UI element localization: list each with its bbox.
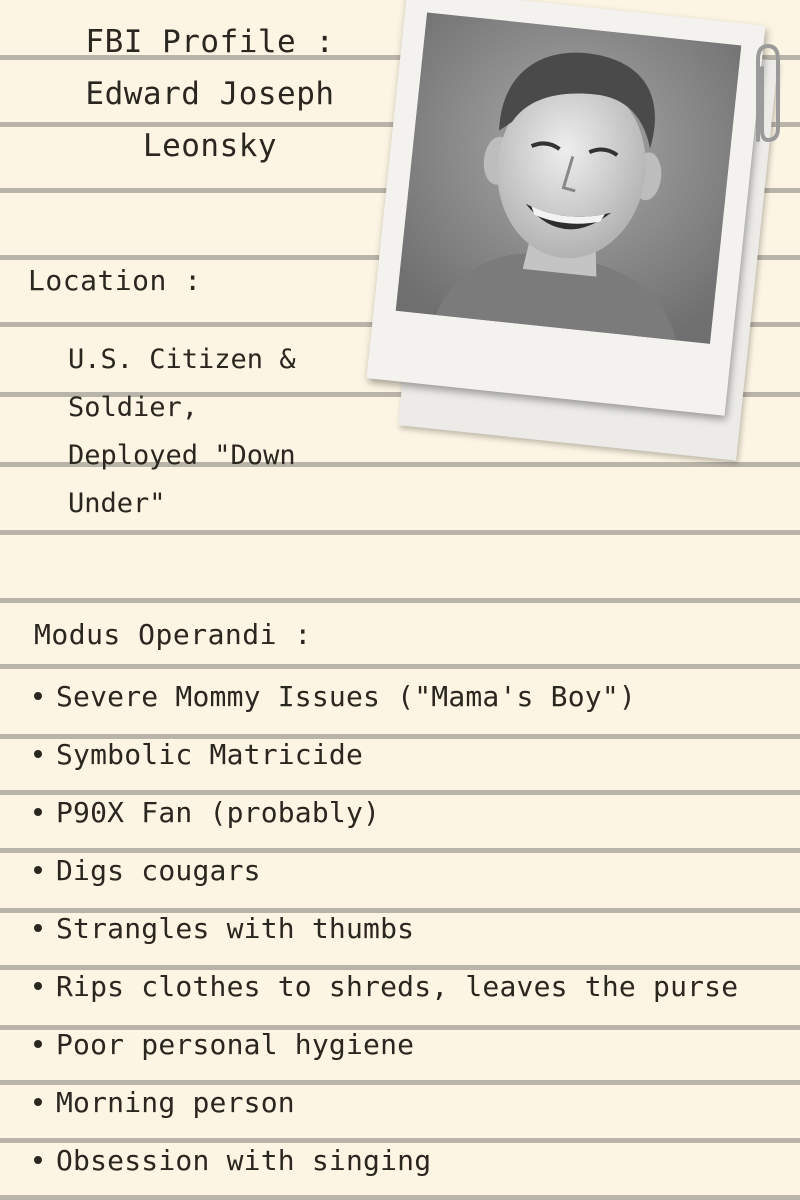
location-label: Location :: [28, 264, 202, 297]
list-item: [30, 1074, 738, 1132]
location-value-line: Under": [68, 488, 166, 519]
polaroid-photo: [360, 0, 800, 490]
list-item: [30, 668, 738, 726]
list-item: [30, 1132, 738, 1190]
list-item: [30, 726, 738, 784]
list-item-text: Morning person: [56, 1086, 295, 1119]
bullet-icon: [34, 1098, 42, 1106]
profile-title-line: FBI Profile :: [85, 24, 335, 60]
location-value-line: U.S. Citizen &: [68, 344, 296, 375]
profile-title: [40, 16, 380, 172]
profile-title-line: Edward Joseph: [85, 76, 335, 112]
list-item: [30, 958, 738, 1016]
bullet-icon: [34, 750, 42, 758]
polaroid-front-sheet: [366, 0, 765, 416]
list-item-text: P90X Fan (probably): [56, 796, 381, 829]
location-value-line: Deployed "Down: [68, 440, 296, 471]
bullet-icon: [34, 982, 42, 990]
list-item-text: Obsession with singing: [56, 1144, 432, 1177]
list-item-text: Digs cougars: [56, 854, 261, 887]
list-item: [30, 1016, 738, 1074]
list-item: [30, 842, 738, 900]
bullet-icon: [34, 692, 42, 700]
bullet-icon: [34, 1040, 42, 1048]
portrait-photo: [396, 12, 742, 343]
profile-title-line: Leonsky: [142, 128, 278, 164]
paperclip-icon: [748, 40, 784, 150]
list-item: [30, 784, 738, 842]
portrait-image: [396, 12, 742, 343]
list-item-text: Symbolic Matricide: [56, 738, 364, 771]
bullet-icon: [34, 866, 42, 874]
list-item-text: Rips clothes to shreds, leaves the purse: [56, 970, 739, 1003]
location-value: [68, 336, 368, 528]
bullet-icon: [34, 808, 42, 816]
location-value-line: Soldier,: [68, 392, 199, 423]
bullet-icon: [34, 924, 42, 932]
modus-operandi-list: [30, 668, 738, 1190]
bullet-icon: [34, 1156, 42, 1164]
list-item: [30, 900, 738, 958]
list-item-text: Poor personal hygiene: [56, 1028, 415, 1061]
list-item-text: Strangles with thumbs: [56, 912, 415, 945]
list-item-text: Severe Mommy Issues ("Mama's Boy"): [56, 680, 636, 713]
modus-operandi-label: Modus Operandi :: [34, 618, 312, 651]
